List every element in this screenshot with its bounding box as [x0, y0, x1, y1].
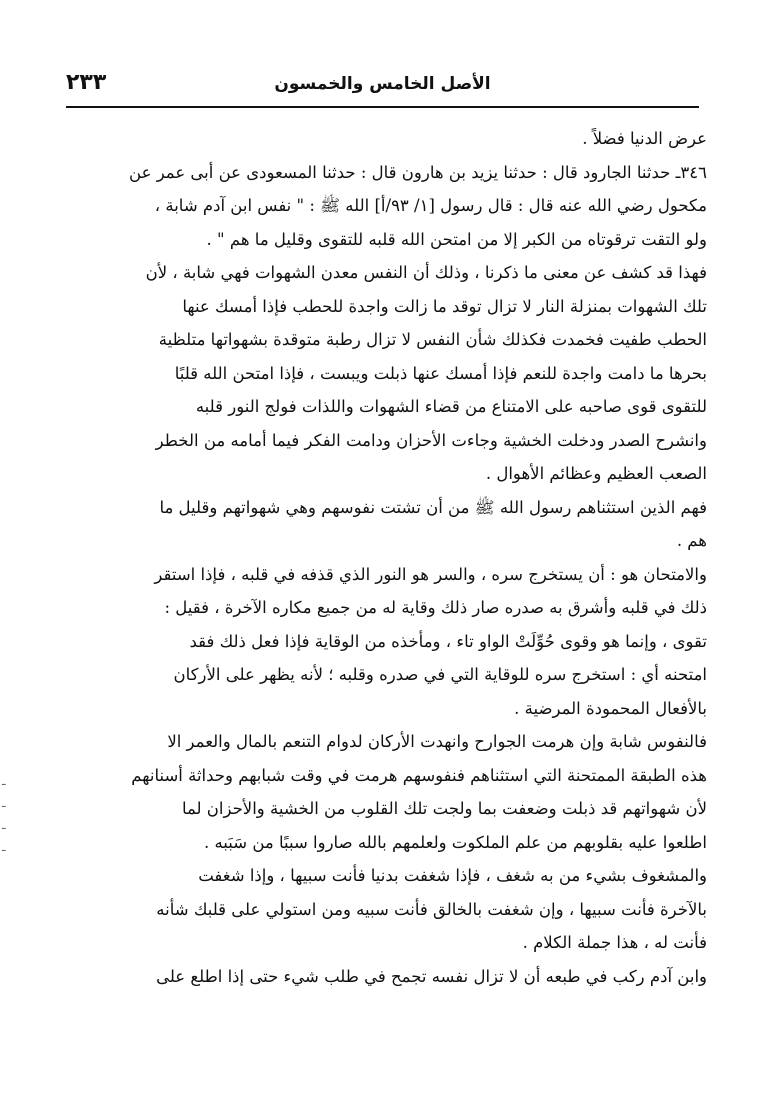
text-line: ذلك في قلبه وأشرق به صدره صار ذلك وقاية له من جميع مكاره الآخرة ، فقيل : [164, 598, 707, 617]
text-line: بحرها ما دامت واجدة للنعم فإذا أمسك عنها ذبلت ويبست ، فإذا امتحن الله قلبًا [174, 363, 707, 383]
page-body [62, 122, 707, 993]
text-line: عرض الدنيا فضلاً . [582, 129, 707, 148]
text-line: ٣٤٦ـ حدثنا الجارود قال : حدثنا يزيد بن هارون قال : حدثنا المسعودى عن أبى عمر عن [129, 162, 707, 182]
text-line: والامتحان هو : أن يستخرج سره ، والسر هو النور الذي قذفه في قلبه ، فإذا استقر [154, 564, 707, 584]
text-line: امتحنه أي : استخرج سره للوقاية التي في صدره وقلبه ؛ لأنه يظهر على الأركان [173, 665, 707, 684]
text-line: للتقوى قوى صاحبه على الامتناع من قضاء الشهوات واللذات فولج النور قلبه [195, 397, 707, 416]
margin-marks [2, 770, 32, 890]
text-line: والمشغوف بشيء من به شغف ، فإذا شغفت بدنيا فأنت سبيها ، وإذا شغفت [198, 866, 707, 885]
running-title: الأصل الخامس والخمسون [274, 74, 491, 94]
page-header [66, 70, 699, 106]
text-line: فهذا قد كشف عن معنى ما ذكرنا ، وذلك أن النفس معدن الشهوات فهي شابة ، لأن [145, 263, 707, 282]
text-line: هذه الطبقة الممتحنة التي استثناهم فنفوسهم هرمت في وقت شبابهم وحداثة أسنانهم [131, 765, 707, 785]
text-line: وابن آدم ركب في طبعه أن لا تزال نفسه تجمح في طلب شيء حتى إذا اطلع على [156, 966, 707, 986]
header-divider [66, 106, 699, 108]
text-line: تقوى ، وإنما هو وقوى حُوِّلَتْ الواو تاء ، ومأخذه من الوقاية فإذا فعل ذلك فقد [189, 631, 707, 651]
page-number: ٢٣٣ [66, 70, 107, 95]
text-line: بالآخرة فأنت سبيها ، وإن شغفت بالخالق فأنت سبيه ومن استولي على قلبك شأنه [156, 899, 707, 919]
text-line: مكحول رضي الله عنه قال : قال رسول [١/ ٩٣/أ] الله ﷺ : " نفس ابن آدم شابة ، [154, 196, 707, 215]
margin-mark: ـ [2, 774, 6, 788]
text-line: الحطب طفيت فخمدت فكذلك شأن النفس لا تزال رطبة متوقدة بشهواتها متلظية [158, 330, 707, 349]
text-line: فهم الذين استثناهم رسول الله ﷺ من أن تشتت نفوسهم وهي شهواتهم وقليل ما [159, 497, 707, 517]
text-line: تلك الشهوات بمنزلة النار لا تزال توقد ما زالت واجدة للحطب فإذا أمسك عنها [182, 296, 707, 316]
text-line: فأنت له ، هذا جملة الكلام . [522, 933, 707, 952]
text-line: ولو التقت ترقوتاه من الكبر إلا من امتحن الله قلبه للتقوى وقليل ما هم " . [206, 229, 707, 249]
text-line: لأن شهواتهم قد ذبلت وضعفت بما ولجت تلك القلوب من الخشية والأحزان لما [181, 799, 707, 818]
text-line: هم . [676, 531, 707, 550]
text-line: اطلعوا عليه بقلوبهم من علم الملكوت ولعلمهم بالله صاروا سببًا من سَبَبه . [203, 832, 707, 852]
margin-mark: ـ [2, 840, 6, 854]
text-line: وانشرح الصدر ودخلت الخشية وجاءت الأحزان ودامت الفكر فيما أمامه من الخطر [155, 430, 707, 450]
margin-mark: ـ [2, 818, 6, 832]
text-line: بالأفعال المحمودة المرضية . [514, 698, 707, 718]
text-line: الصعب العظيم وعظائم الأهوال . [485, 464, 707, 483]
text-line: فالنفوس شابة وإن هرمت الجوارح وانهدت الأركان لدوام التنعم بالمال والعمر الا [167, 732, 707, 751]
margin-mark: ـ [2, 796, 6, 810]
